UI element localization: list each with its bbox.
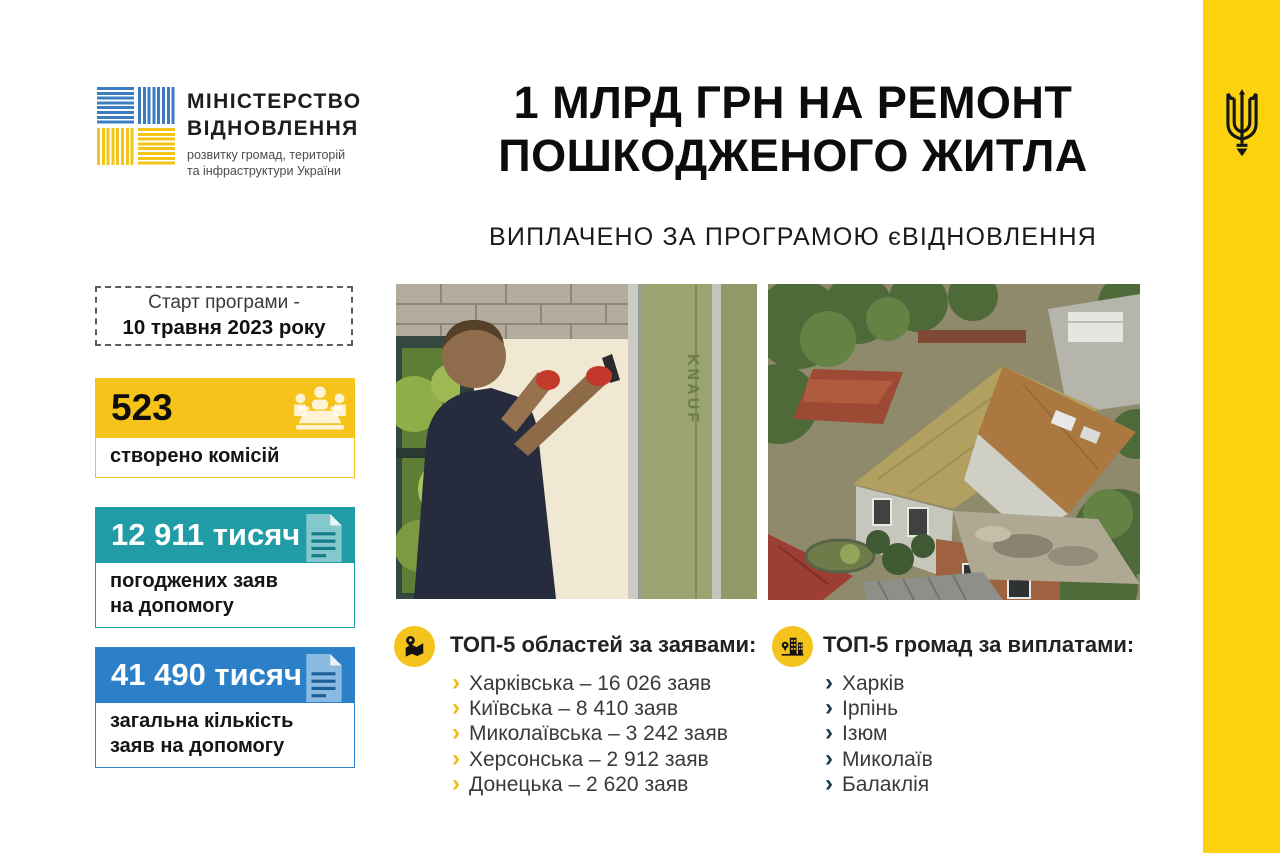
stat-total-label-line2: заяв на допомогу (110, 735, 285, 757)
stat-card-total-body (95, 703, 355, 768)
ministry-logo-text (187, 87, 362, 179)
chevron-bullet-icon: › (825, 668, 833, 696)
svg-text:KNAUF: KNAUF (684, 354, 701, 425)
page-title (443, 76, 1143, 182)
stat-card-total-header (95, 647, 355, 703)
yellow-sidebar (1203, 0, 1280, 853)
chevron-bullet-icon: › (452, 744, 460, 772)
top5-oblasts-list (452, 668, 728, 798)
stat-total-value: 41 490 тисяч (111, 657, 302, 692)
list-item: › Донецька – 2 620 заяв (452, 770, 689, 798)
list-item: › Миколаїв (825, 744, 933, 772)
stat-card-commissions-body (95, 438, 355, 478)
top5-communities-list (825, 668, 933, 798)
stat-approved-label-line1: погоджених заяв (110, 570, 278, 592)
list-item: › Балаклія (825, 770, 930, 798)
tryzub-trident-icon (1217, 84, 1267, 166)
logo-square-yellow-h (138, 128, 175, 165)
stat-commissions-value: 523 (111, 387, 173, 428)
map-pin-icon (394, 626, 435, 667)
ministry-tagline-line1: розвитку громад, територій (187, 148, 346, 162)
stat-card-approved-body (95, 563, 355, 628)
document-icon (303, 653, 345, 703)
stat-card-approved-header (95, 507, 355, 563)
ministry-name-line2: ВІДНОВЛЕННЯ (187, 117, 359, 140)
stat-card-commissions (95, 378, 355, 478)
program-start-line2: 10 травня 2023 року (122, 316, 326, 339)
stat-card-commissions-header (95, 378, 355, 438)
chevron-bullet-icon: › (452, 770, 460, 798)
top5-oblasts-title: ТОП-5 областей за заявами: (450, 632, 757, 657)
chevron-bullet-icon: › (825, 744, 833, 772)
list-item: › Київська – 8 410 заяв (452, 694, 679, 722)
ministry-logo (97, 87, 362, 179)
page-subtitle: ВИПЛАЧЕНО ЗА ПРОГРАМОЮ єВІДНОВЛЕННЯ (489, 223, 1097, 251)
ministry-tagline-line2: та інфраструктури України (187, 164, 342, 178)
photo-drywall-installation (396, 284, 757, 599)
stat-card-total (95, 647, 355, 768)
page-title-line1: 1 МЛРД ГРН НА РЕМОНТ (513, 77, 1073, 128)
ministry-name-line1: МІНІСТЕРСТВО (187, 90, 362, 113)
list-item: › Харків (825, 668, 905, 696)
logo-square-blue-h (97, 87, 134, 124)
photo-aerial-house (768, 284, 1140, 600)
chevron-bullet-icon: › (825, 770, 833, 798)
chevron-bullet-icon: › (452, 694, 460, 722)
meeting-icon (291, 385, 349, 433)
logo-square-yellow-v (97, 128, 134, 165)
list-item: › Ірпінь (825, 694, 899, 722)
stat-approved-label-line2: на допомогу (110, 595, 234, 617)
stat-card-approved (95, 507, 355, 628)
logo-square-blue-v (138, 87, 175, 124)
ministry-logo-mark (97, 87, 175, 165)
program-start-line1: Старт програми - (148, 292, 300, 313)
list-item: › Харківська – 16 026 заяв (452, 668, 712, 696)
stat-commissions-label: створено комісій (110, 445, 280, 467)
chevron-bullet-icon: › (825, 719, 833, 747)
stat-approved-value: 12 911 тисяч (111, 517, 301, 552)
list-item: › Херсонська – 2 912 заяв (452, 744, 709, 772)
chevron-bullet-icon: › (452, 719, 460, 747)
document-icon (303, 513, 345, 563)
top5-communities-title: ТОП-5 громад за виплатами: (823, 632, 1135, 657)
list-item: › Ізюм (825, 719, 888, 747)
city-pin-icon (772, 626, 813, 667)
page-title-line2: ПОШКОДЖЕНОГО ЖИТЛА (498, 130, 1088, 181)
program-start-box (95, 286, 353, 346)
chevron-bullet-icon: › (452, 668, 460, 696)
list-item: › Миколаївська – 3 242 заяв (452, 719, 728, 747)
chevron-bullet-icon: › (825, 694, 833, 722)
stat-total-label-line1: загальна кількість (110, 710, 294, 732)
